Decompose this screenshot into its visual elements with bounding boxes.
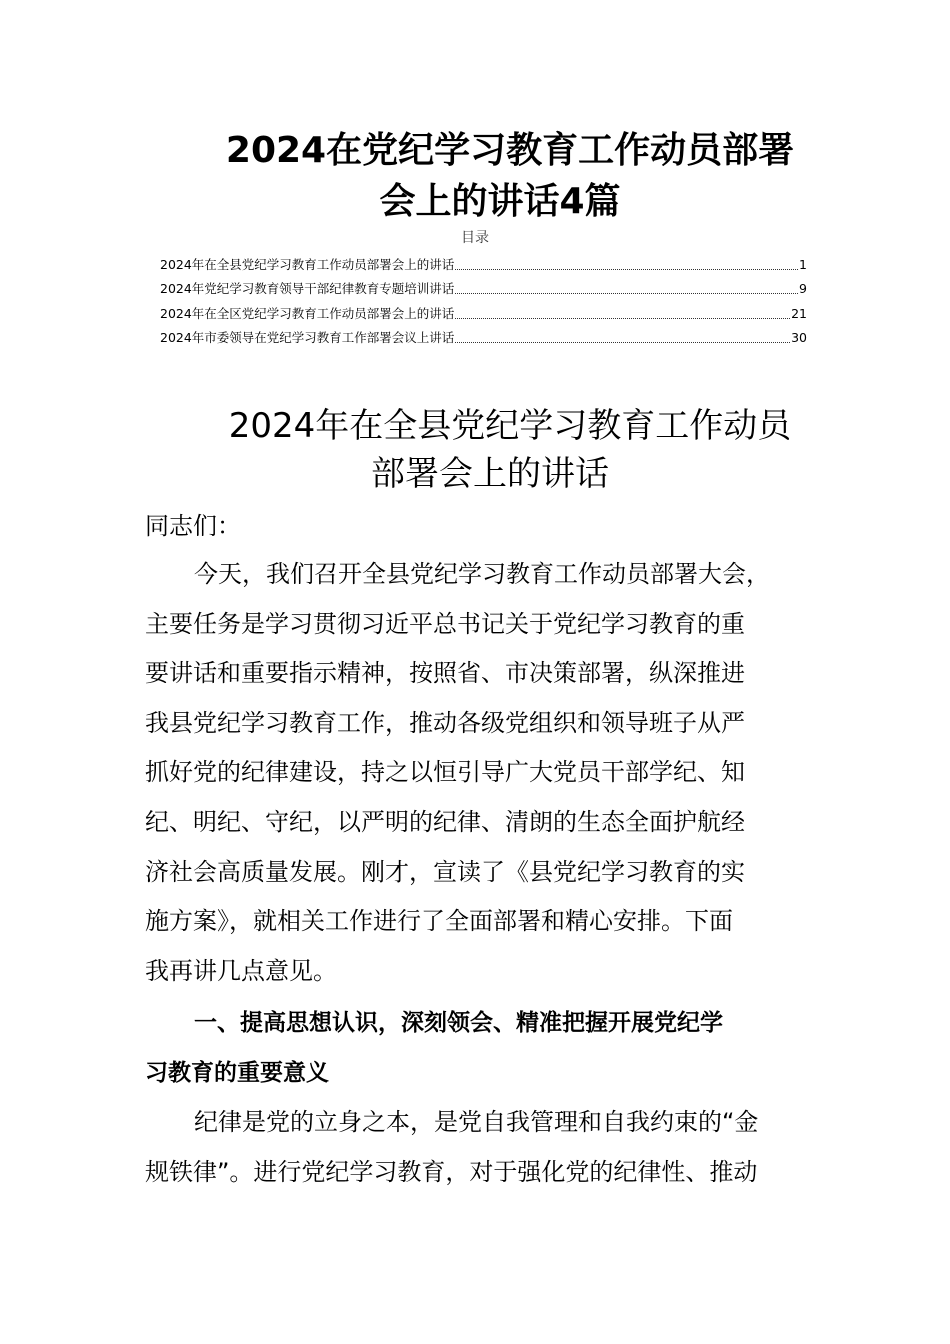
toc-heading: 目录 — [461, 230, 489, 246]
paragraph-line: 济社会高质量发展。刚才，宣读了《县党纪学习教育的实 — [145, 857, 745, 886]
paragraph-line: 我县党纪学习教育工作，推动各级党组织和领导班子从严 — [145, 708, 745, 737]
paragraph-line: 纪、明纪、守纪，以严明的纪律、清朗的生态全面护航经 — [145, 807, 745, 836]
paragraph-line: 主要任务是学习贯彻习近平总书记关于党纪学习教育的重 — [145, 609, 745, 638]
paragraph-line: 要讲话和重要指示精神，按照省、市决策部署，纵深推进 — [145, 659, 745, 688]
toc-entry-title[interactable]: 2024年在全县党纪学习教育工作动员部署会上的讲话 — [160, 256, 455, 272]
toc-entry-page: 30 — [791, 330, 807, 345]
toc-entry[interactable] — [160, 250, 807, 275]
section-title-line-2: 部署会上的讲话 — [371, 454, 609, 494]
toc-leader-dots — [455, 292, 798, 294]
paragraph-2 — [145, 1098, 845, 1197]
paragraph-line: 抓好党的纪律建设，持之以恒引导广大党员干部学纪、知 — [145, 758, 745, 787]
toc-leader-dots — [455, 317, 790, 319]
main-title-line-1: 2024在党纪学习教育工作动员部署 — [225, 130, 795, 171]
paragraph-line: 纪律是党的立身之本，是党自我管理和自我约束的“金 — [194, 1108, 759, 1136]
toc-entry-page: 9 — [799, 281, 807, 296]
toc-entry-title[interactable]: 2024年市委领导在党纪学习教育工作部署会议上讲话 — [160, 330, 455, 345]
table-of-contents — [160, 250, 807, 348]
paragraph-line: 我再讲几点意见。 — [145, 956, 337, 985]
paragraph-1 — [145, 550, 845, 996]
heading-1 — [145, 999, 845, 1098]
toc-leader-dots — [455, 341, 790, 343]
toc-entry-page: 21 — [791, 305, 807, 321]
paragraph-line: 施方案》，就相关工作进行了全面部署和精心安排。下面 — [145, 907, 733, 936]
toc-entry-title[interactable]: 2024年在全区党纪学习教育工作动员部署会上的讲话 — [160, 305, 455, 321]
main-title-line-2: 会上的讲话4篇 — [379, 181, 621, 222]
salutation: 同志们： — [145, 512, 241, 540]
toc-entry[interactable] — [160, 275, 807, 300]
toc-entry-title[interactable]: 2024年党纪学习教育领导干部纪律教育专题培训讲话 — [160, 281, 455, 296]
toc-entry[interactable] — [160, 299, 807, 324]
toc-entry-page: 1 — [799, 256, 807, 272]
toc-leader-dots — [455, 268, 798, 270]
toc-entry[interactable] — [160, 324, 807, 349]
paragraph-line: 今天，我们召开全县党纪学习教育工作动员部署大会， — [194, 560, 770, 588]
heading-line: 一、提高思想认识，深刻领会、精准把握开展党纪学 — [194, 1010, 723, 1036]
section-title-line-1: 2024年在全县党纪学习教育工作动员 — [228, 406, 792, 446]
heading-line: 习教育的重要意义 — [145, 1059, 329, 1086]
paragraph-line: 规铁律”。进行党纪学习教育，对于强化党的纪律性、推动 — [145, 1157, 758, 1186]
